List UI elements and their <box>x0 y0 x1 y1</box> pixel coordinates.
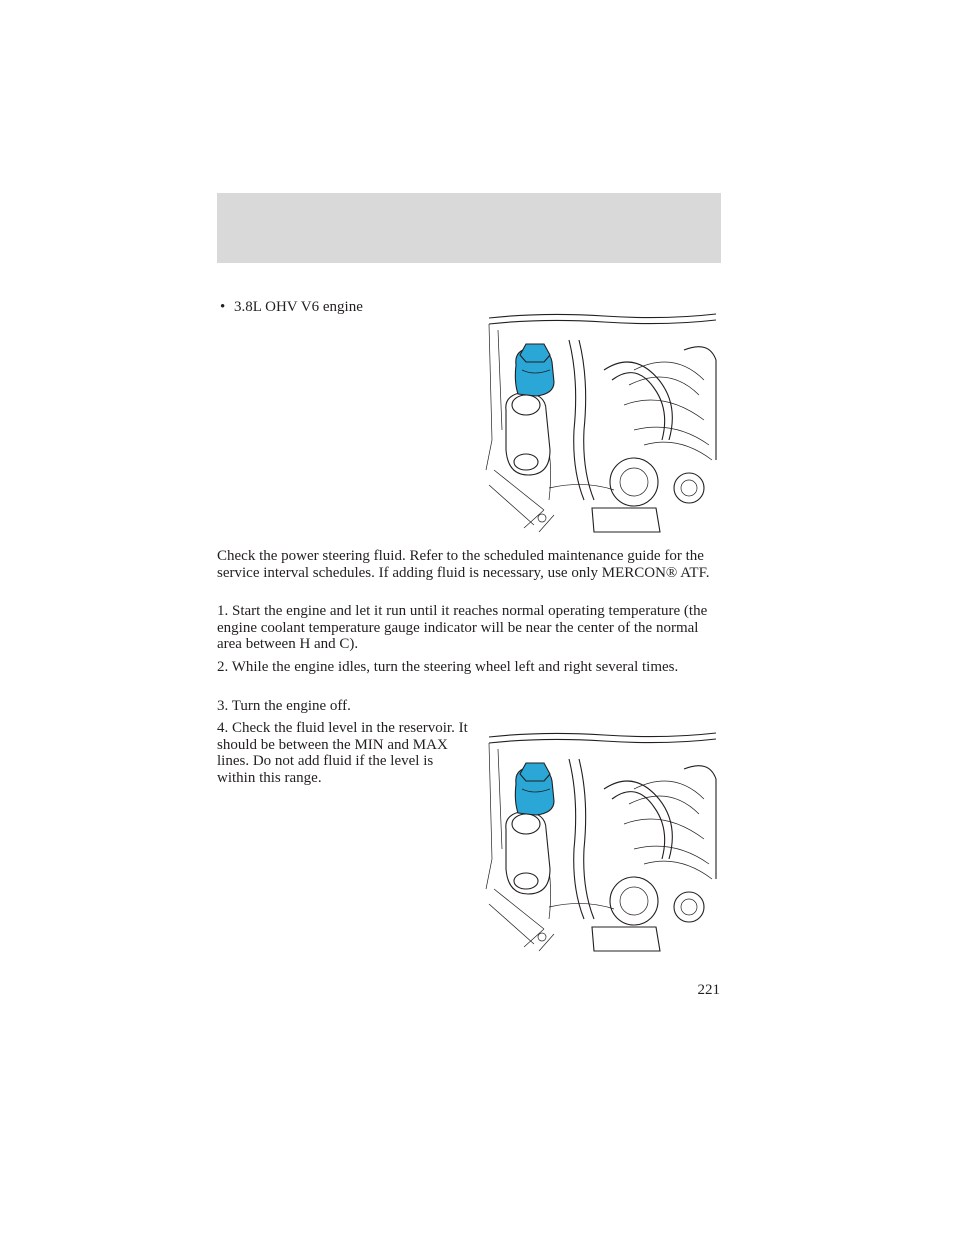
engine-illustration-2 <box>484 729 718 955</box>
page-number: 221 <box>697 982 720 998</box>
header-band <box>217 193 721 263</box>
paragraph-step-3: 3. Turn the engine off. <box>217 698 351 714</box>
paragraph-step-2: 2. While the engine idles, turn the steering wheel left and right several times. <box>217 659 679 675</box>
power-steering-reservoir-highlight <box>515 344 554 396</box>
engine-drawing <box>486 733 716 951</box>
bullet-dot: • <box>220 299 226 315</box>
engine-illustration-1 <box>484 310 718 536</box>
bullet-item <box>220 298 363 317</box>
paragraph-step-4: 4. Check the fluid level in the reservoir. It should be between the MIN and MAX lines. Do not add fluid if the level is within this range. <box>217 720 468 787</box>
paragraph-intro: Check the power steering fluid. Refer to the scheduled maintenance guide for the service interval schedules. If adding fluid is necessary, use only MERCON® ATF. <box>217 548 710 581</box>
paragraph-step-1: 1. Start the engine and let it run until it reaches normal operating temperature (the engine coolant temperature gauge indicator will be near the center of the normal area between H and C). <box>217 603 708 653</box>
engine-drawing <box>486 314 716 532</box>
power-steering-reservoir-highlight <box>515 763 554 815</box>
bullet-text: 3.8L OHV V6 engine <box>234 299 363 315</box>
